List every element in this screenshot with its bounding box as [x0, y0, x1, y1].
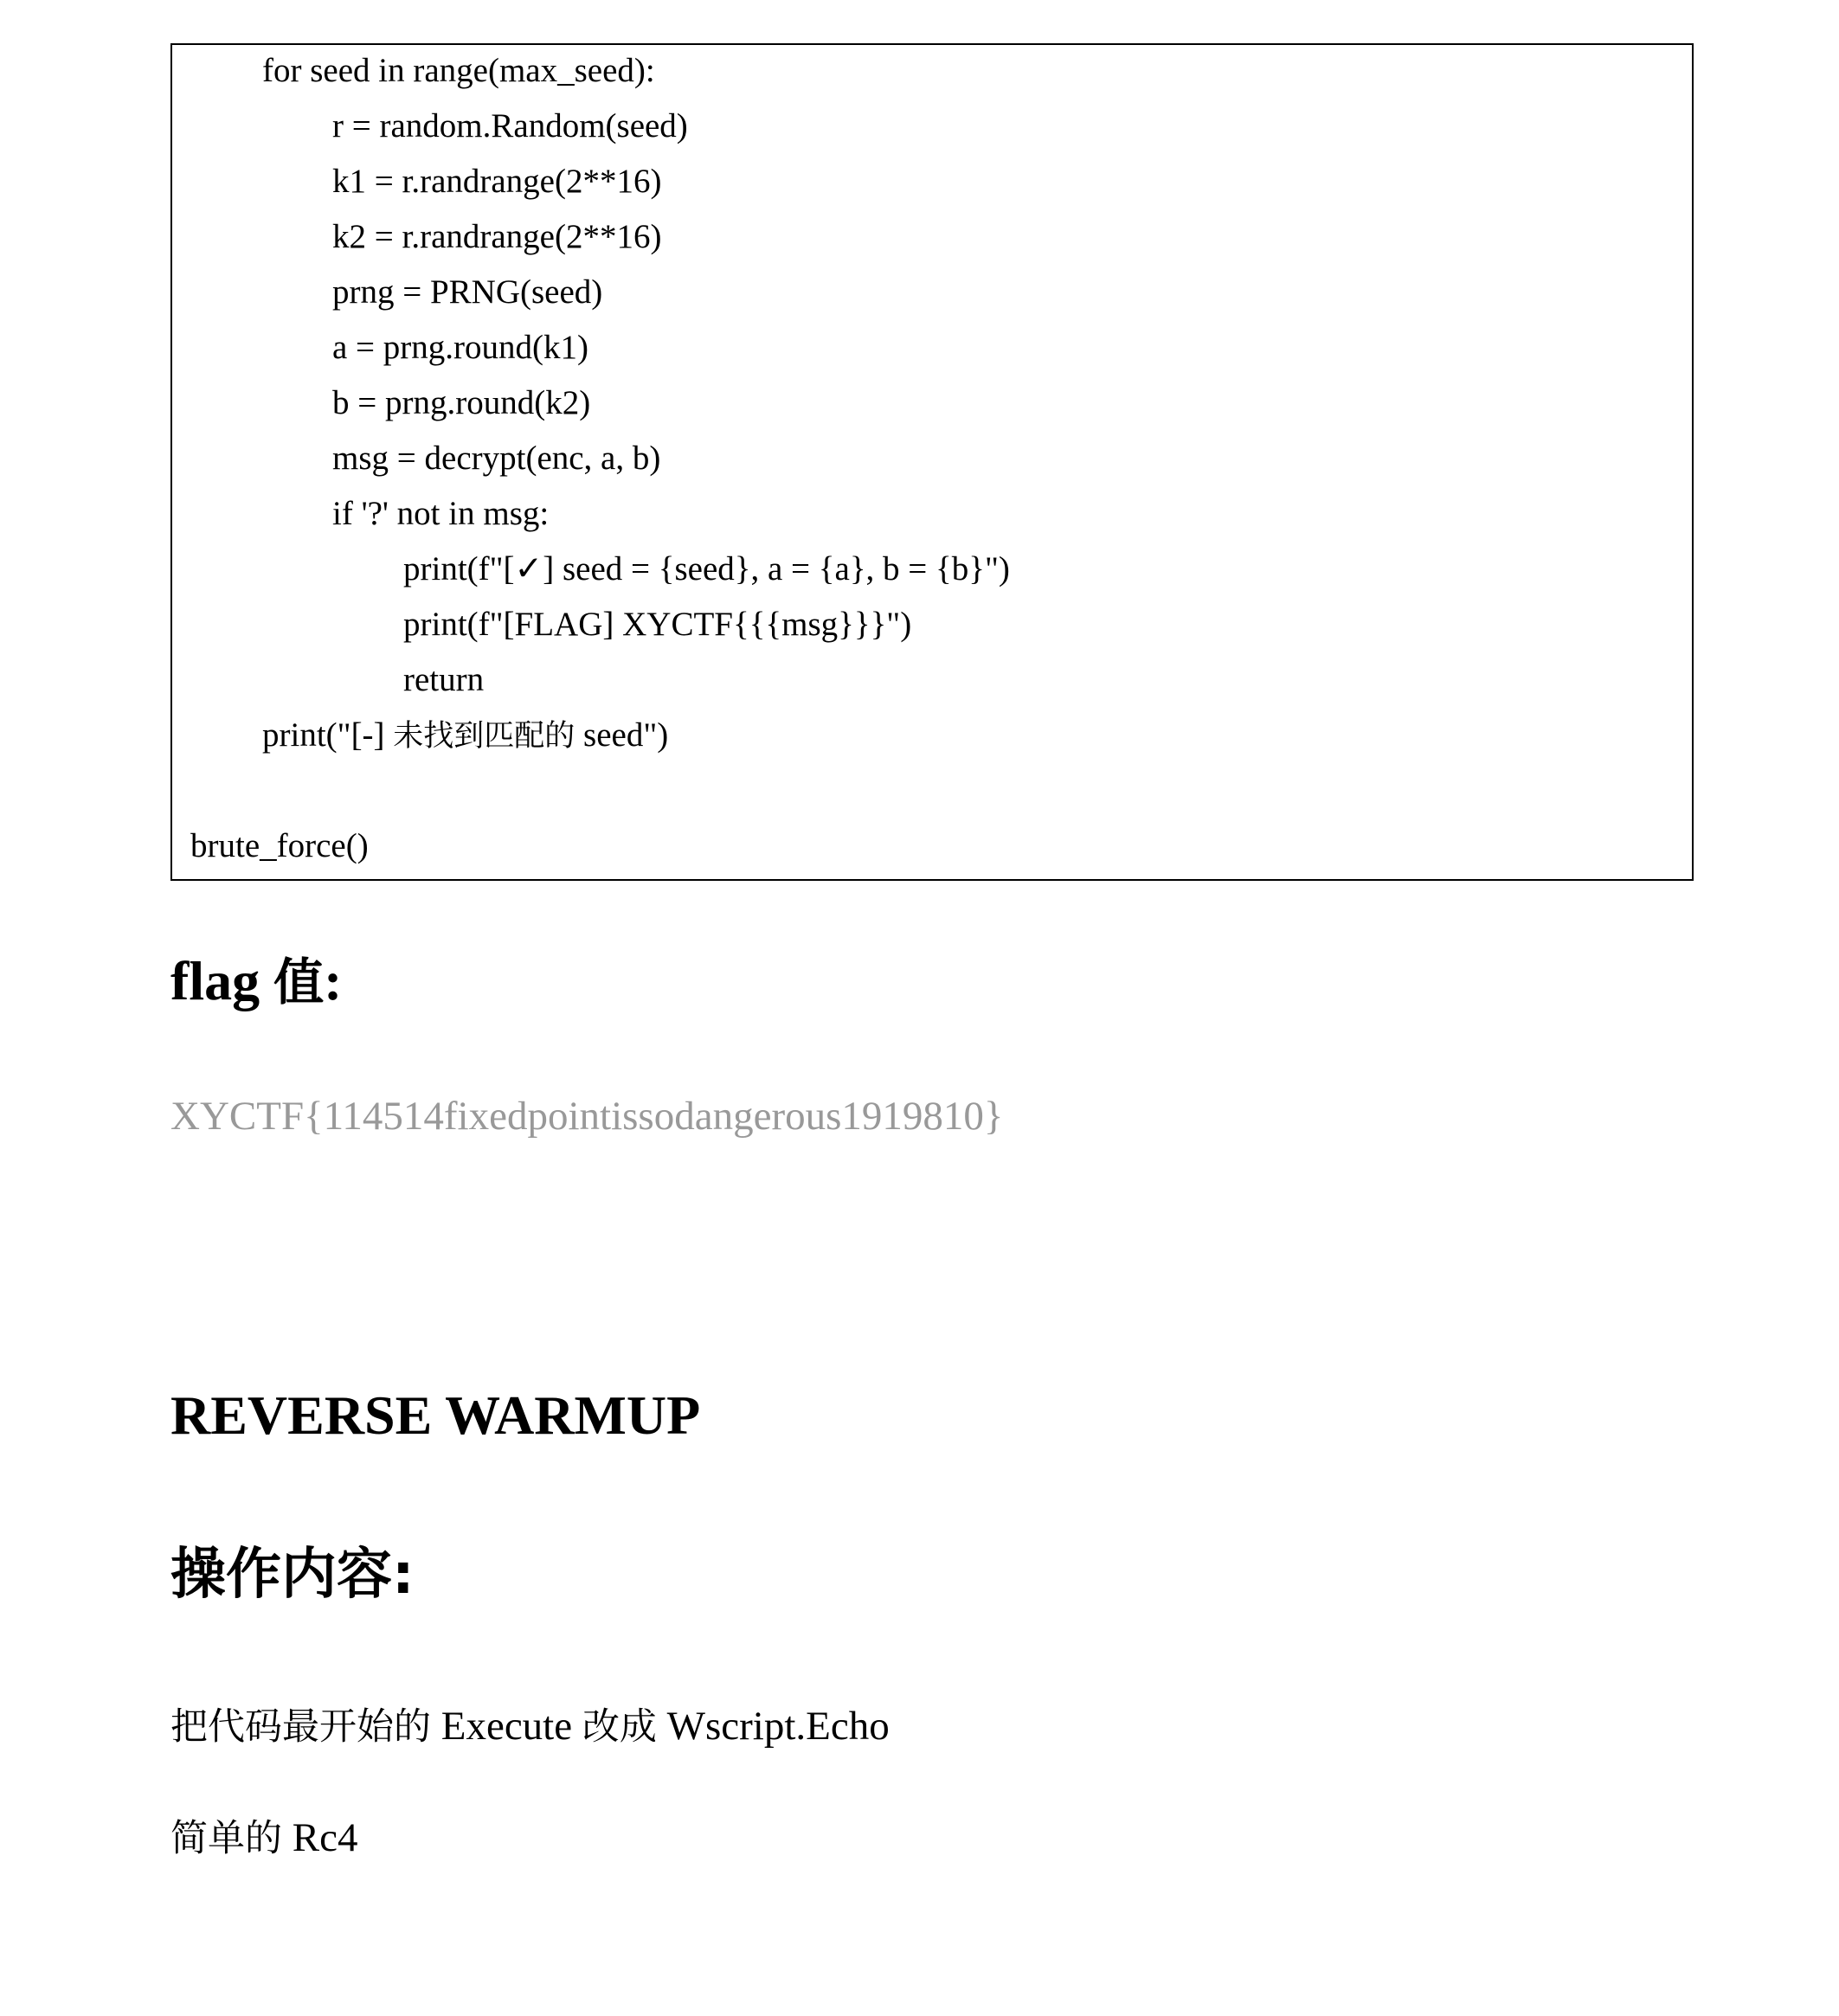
code-line: r = random.Random(seed)	[332, 107, 688, 144]
flag-value: XYCTF{114514fixedpointissodangerous1919810}	[170, 1094, 1004, 1139]
code-line: k2 = r.randrange(2**16)	[332, 218, 662, 255]
paragraph	[170, 1813, 357, 1864]
code-line: if '?' not in msg:	[332, 495, 550, 532]
code-text: print("[-]	[262, 716, 394, 754]
code-text: seed")	[575, 716, 669, 754]
para-latin-text: Execute	[431, 1704, 582, 1749]
para-latin-text: Wscript.Echo	[656, 1704, 890, 1749]
code-line: a = prng.round(k1)	[332, 329, 589, 366]
code-block	[170, 43, 1694, 881]
code-line: k1 = r.randrange(2**16)	[332, 163, 662, 200]
para-cjk-text: 简单的	[170, 1817, 282, 1860]
code-line: print(f"[✓] seed = {seed}, a = {a}, b = {b}")	[403, 550, 1010, 587]
paragraph	[170, 1701, 890, 1752]
para-cjk-text: 把代码最开始的	[170, 1705, 431, 1749]
code-line: return	[403, 661, 485, 698]
code-line: print(f"[FLAG] XYCTF{{{msg}}}")	[403, 606, 912, 643]
ops-heading: 操作内容:	[170, 1543, 415, 1607]
code-line: b = prng.round(k2)	[332, 384, 591, 421]
flag-heading	[170, 945, 342, 1018]
code-line	[262, 716, 668, 755]
code-line: brute_force()	[190, 827, 369, 864]
flag-heading-latin: flag	[170, 950, 274, 1011]
section-title: REVERSE WARMUP	[170, 1384, 701, 1446]
code-cjk-text: 未找到匹配的	[393, 719, 575, 754]
flag-heading-colon: :	[324, 950, 343, 1011]
code-line: prng = PRNG(seed)	[332, 273, 603, 311]
para-latin-text: Rc4	[282, 1815, 358, 1860]
para-cjk-text: 改成	[582, 1705, 657, 1749]
code-line: msg = decrypt(enc, a, b)	[332, 440, 661, 477]
code-line: for seed in range(max_seed):	[262, 52, 655, 89]
flag-heading-cjk: 值	[273, 953, 325, 1011]
